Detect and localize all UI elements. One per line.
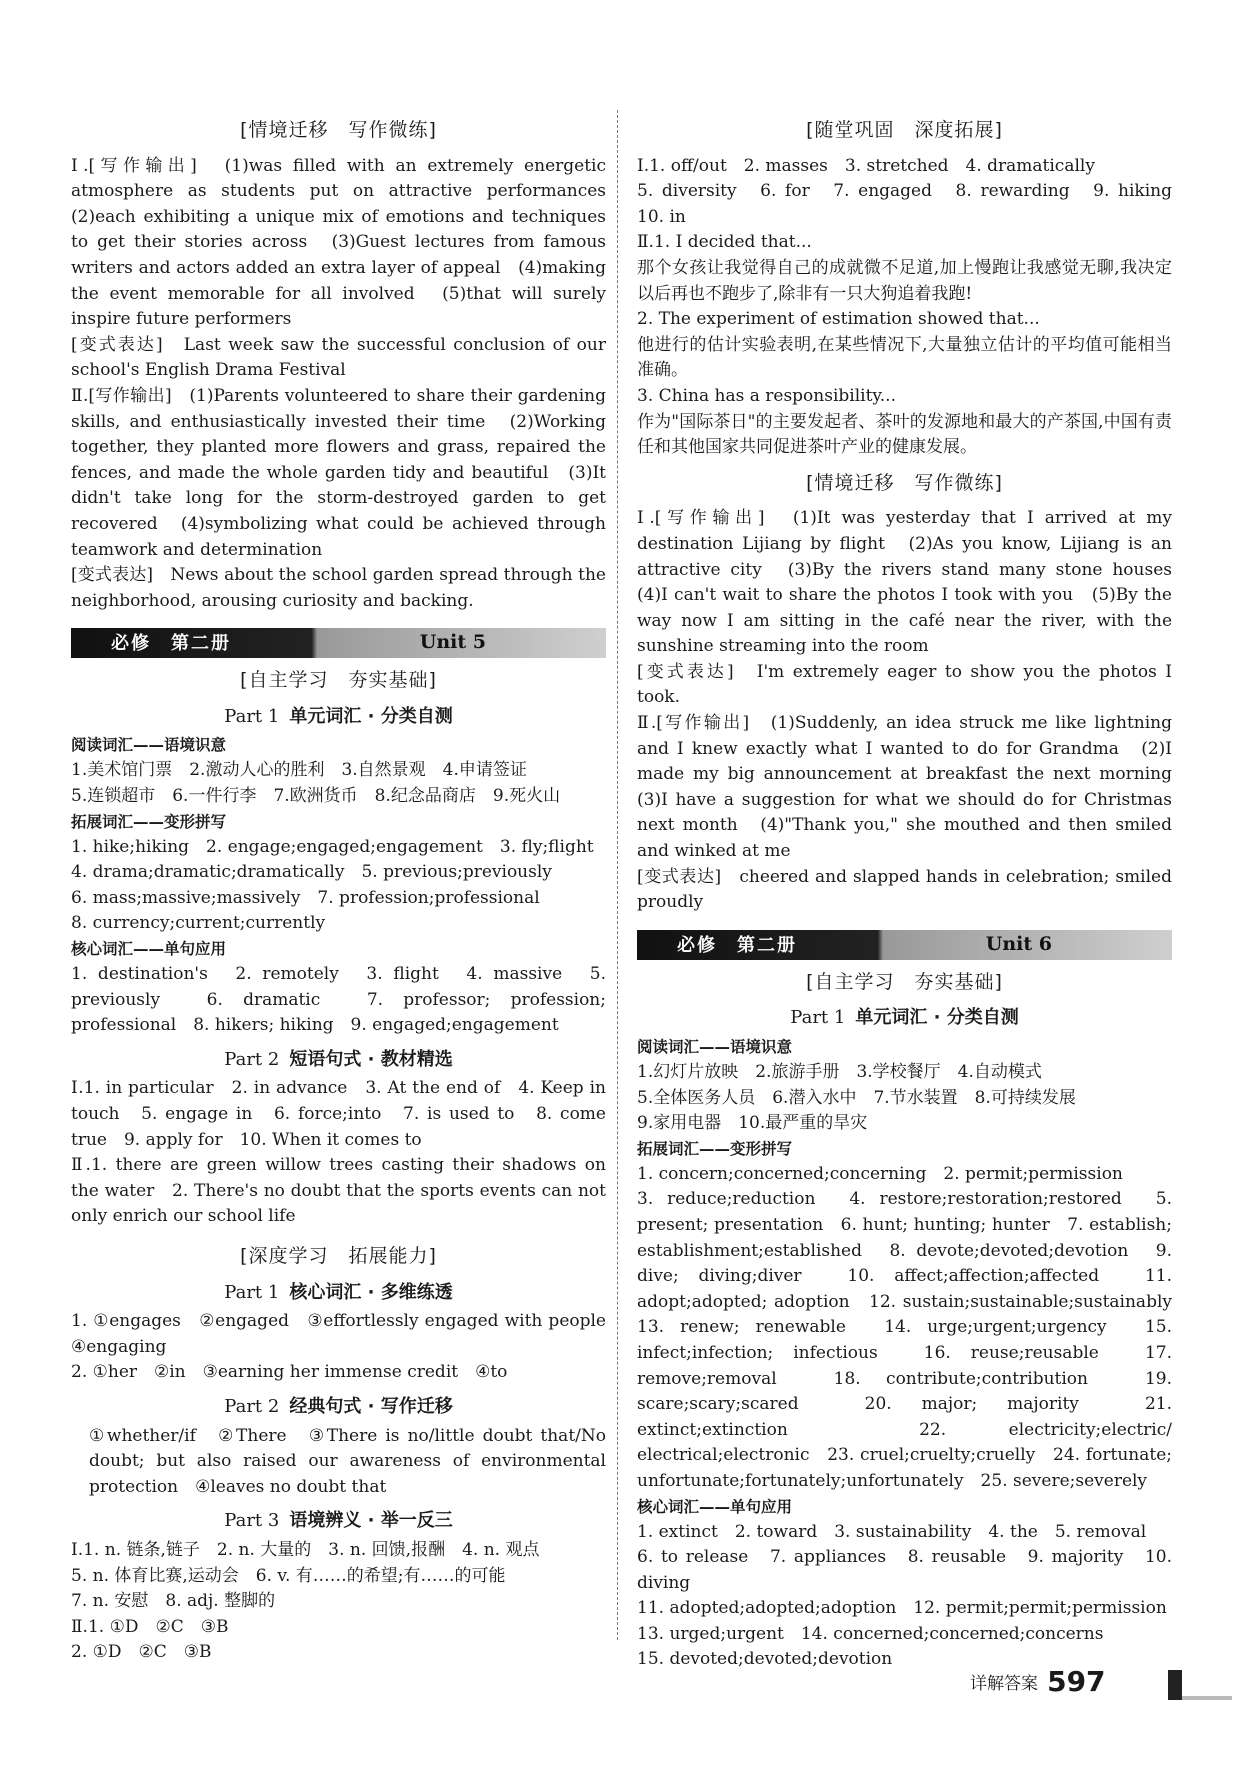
answer-paragraph: [变式表达] I'm extremely eager to show you the photos I took. (637, 661, 1172, 708)
subsection-heading: 阅读词汇——语境识意 (637, 1038, 793, 1056)
answer-line: 1. hike;hiking 2. engage;engaged;engagement 3. fly;flight (71, 836, 594, 857)
answer-line: Ⅱ.1. I decided that... (637, 232, 812, 253)
unit-header-bar (71, 628, 606, 658)
part-heading: Part 2 短语句式 · 教材精选 (224, 1048, 453, 1070)
footer-label: 详解答案 (970, 1674, 1038, 1694)
answer-line: 9.家用电器 10.最严重的旱灾 (637, 1113, 868, 1134)
answer-line: 1.美术馆门票 2.激动人心的胜利 3.自然景观 4.申请签证 (71, 760, 527, 781)
vocabulary-answers (71, 733, 606, 1038)
subsection-heading: 拓展词汇——变形拼写 (637, 1139, 793, 1158)
answer-line: 2. ①her ②in ③earning her immense credit ④to (71, 1362, 508, 1383)
answer-paragraph: Ⅰ.[写作输出] (1)was filled with an extremely energetic atmosphere as students put on attractive performances (2)each exhibiting a unique mix of emotions and techniques to get their stories across (3)Guest lectures from famous writers and actors added an extra layer of appeal (4)making the event memorable for all involved (5)that will surely inspire future performers (71, 155, 623, 330)
answer-line: 15. devoted;devoted;devotion (637, 1649, 893, 1670)
answer-line: Ⅰ.1. in particular 2. in advance 3. At the end of 4. Keep in touch 5. engage in 6. force;into 7. is used to 8. come true 9. apply for 10. When it comes to (71, 1078, 606, 1150)
column-divider (617, 110, 618, 1640)
answer-line: 11. adopted;adopted;adoption 12. permit;permit;permission (637, 1598, 1167, 1619)
word-meaning-answers (71, 1538, 606, 1666)
answer-paragraph: Ⅱ.[写作输出] (1)Suddenly, an idea struck me like lightning and I knew exactly what I wanted to do for Grandma (2)I made my big announcement at breakfast the next morning (3)I have a suggestion for what we should do for Christmas next month (4)"Thank you," she mouthed and then smiled and winked at me (637, 713, 1189, 862)
section-title: [随堂巩固 深度拓展] (806, 119, 1003, 141)
answer-line: 5. n. 体育比赛,运动会 6. v. 有……的希望;有……的可能 (71, 1565, 506, 1586)
part-heading: Part 1 单元词汇 · 分类自测 (224, 705, 453, 727)
vocabulary-answers (637, 1035, 1189, 1673)
part-heading: Part 2 经典句式 · 写作迁移 (224, 1395, 453, 1417)
answer-line: 那个女孩让我觉得自己的成就微不足道,加上慢跑让我感觉无聊,我决定以后再也不跑步了,除非有一只大狗追着我跑! (637, 257, 1172, 304)
answer-line: 他进行的估计实验表明,在某些情况下,大量独立估计的平均值可能相当准确。 (637, 334, 1172, 381)
answer-paragraph: Ⅱ.[写作输出] (1)Parents volunteered to share their gardening skills, and enthusiastically invested their time (2)Working together, they planted more flowers and grass, repaired the fences, and made the whole garden tidy and beautiful (3)It didn't take long for the storm-destroyed garden to get recovered (4)symbolizing what could be achieved through teamwork and determination (71, 385, 606, 560)
consolidation-answers (637, 154, 1189, 461)
answer-line: 7. n. 安慰 8. adj. 整脚的 (71, 1591, 276, 1612)
answer-line: Ⅰ.1. n. 链条,链子 2. n. 大量的 3. n. 回馈,报酬 4. n. 观点 (71, 1539, 540, 1560)
answer-line: 5. diversity 6. for 7. engaged 8. rewarding 9. hiking 10. in (637, 181, 1189, 227)
answer-line: 8. currency;current;currently (71, 913, 326, 934)
answer-line: 1. ①engages ②engaged ③effortlessly engaged with people ④engaging (71, 1311, 623, 1357)
part-heading: Part 1 核心词汇 · 多维练透 (224, 1281, 453, 1303)
answer-line: 6. mass;massive;massively 7. profession;professional (71, 887, 540, 908)
answer-line: 作为"国际茶日"的主要发起者、茶叶的发源地和最大的产茶国,中国有责任和其他国家共同促进茶叶产业的健康发展。 (637, 411, 1172, 458)
part-heading: Part 3 语境辨义 · 举一反三 (224, 1510, 453, 1532)
answer-line: 6. to release 7. appliances 8. reusable 9. majority 10. diving (637, 1547, 1172, 1593)
unit-label: Unit 5 (419, 631, 486, 654)
answer-line: 4. drama;dramatic;dramatically 5. previous;previously (71, 862, 552, 883)
section-title: [自主学习 夯实基础] (806, 970, 1003, 993)
section-title: [情境迁移 写作微练] (240, 119, 437, 141)
core-vocab-answers (71, 1309, 623, 1386)
answer-paragraph: [变式表达] Last week saw the successful conclusion of our school's English Drama Festival (71, 334, 606, 381)
answer-line: 3. China has a responsibility... (637, 385, 896, 406)
section-title: [情境迁移 写作微练] (806, 471, 1003, 494)
answer-line: 1.幻灯片放映 2.旅游手册 3.学校餐厅 4.自动模式 (637, 1062, 1042, 1082)
answer-line: Ⅱ.1. ①D ②C ③B (71, 1616, 229, 1637)
phrase-answers (71, 1076, 606, 1230)
book-label: 必修 第二册 (677, 934, 797, 956)
answer-line: 1. concern;concerned;concerning 2. permit;permission (637, 1163, 1123, 1184)
book-label: 必修 第二册 (111, 633, 231, 655)
subsection-heading: 核心词汇——单句应用 (71, 940, 227, 959)
left-column (71, 112, 623, 1666)
answer-paragraph: [变式表达] cheered and slapped hands in celebration; smiled proudly (637, 866, 1172, 913)
answer-line: 13. urged;urgent 14. concerned;concerned;concerns (637, 1623, 1104, 1644)
answer-line: 5.连锁超市 6.一件行李 7.欧洲货币 8.纪念品商店 9.死火山 (71, 786, 561, 807)
unit-label: Unit 6 (985, 932, 1052, 955)
answer-paragraph: Ⅰ.[写作输出] (1)It was yesterday that I arrived at my destination Lijiang by flight (2)As you know, Lijiang is an attractive city (3)By the rivers stand many stone houses (4)I can't wait to share the photos I took with you (5)By the way now I am sitting in the café near the river, with the sunshine streaming into the room (637, 508, 1189, 657)
answer-line: 5.全体医务人员 6.潜入水中 7.节水装置 8.可持续发展 (637, 1087, 1076, 1108)
section-title: [深度学习 拓展能力] (240, 1244, 437, 1267)
answer-line: 1. extinct 2. toward 3. sustainability 4. the 5. removal (637, 1521, 1147, 1542)
answer-line: Ⅱ.1. there are green willow trees casting their shadows on the water 2. There's no doubt that the sports events can not only enrich our school life (71, 1155, 606, 1227)
writing-practice-answers (71, 154, 623, 615)
page-footer (970, 1665, 1106, 1698)
answer-line: 2. The experiment of estimation showed that... (637, 309, 1040, 330)
footer-line-decoration (1182, 1696, 1232, 1700)
writing-practice-answers (637, 506, 1189, 916)
subsection-heading: 阅读词汇——语境识意 (71, 736, 227, 755)
answer-paragraph: [变式表达] News about the school garden spread through the neighborhood, arousing curiosity and backing. (71, 565, 606, 611)
right-column (637, 112, 1189, 1673)
answer-line: 2. ①D ②C ③B (71, 1642, 212, 1663)
sentence-pattern-answers: ①whether/if ②There ③There is no/little doubt that/No doubt; but also raised our awareness of environmental protection ④leaves no doubt that (89, 1425, 606, 1497)
part-heading: Part 1 单元词汇 · 分类自测 (790, 1007, 1019, 1029)
unit-header-bar (637, 930, 1172, 960)
answer-line: 3. reduce;reduction 4. restore;restoration;restored 5. present; presentation 6. hunt; hunting; hunter 7. establish; establishment;established 8. devote;devoted;devotion 9. dive; diving;diver 10. affect;affection;affected 11. adopt;adopted; adoption 12. sustain;sustainable;sustainably 13. renew; renewable 14. urge;urgent;urgency 15. infect;infection; infectious 16. reuse;reusable 17. remove;removal 18. contribute;contribution 19. scare;scary;scared 20. major; majority 21. extinct;extinction 22. electricity;electric/ electrical;electronic 23. cruel;cruelty;cruelly 24. fortunate; unfortunate;fortunately;unfortunately 25. severe;severely (637, 1189, 1189, 1491)
subsection-heading: 拓展词汇——变形拼写 (71, 812, 227, 831)
answer-line: Ⅰ.1. off/out 2. masses 3. stretched 4. dramatically (637, 155, 1095, 176)
answer-line: 1. destination's 2. remotely 3. flight 4. massive 5. previously 6. dramatic 7. professor; profession; professional 8. hikers; hiking 9. engaged;engagement (71, 964, 606, 1036)
section-title: [自主学习 夯实基础] (240, 669, 437, 692)
page-number: 597 (1047, 1665, 1106, 1698)
footer-tab-decoration (1168, 1670, 1182, 1700)
subsection-heading: 核心词汇——单句应用 (637, 1497, 793, 1516)
